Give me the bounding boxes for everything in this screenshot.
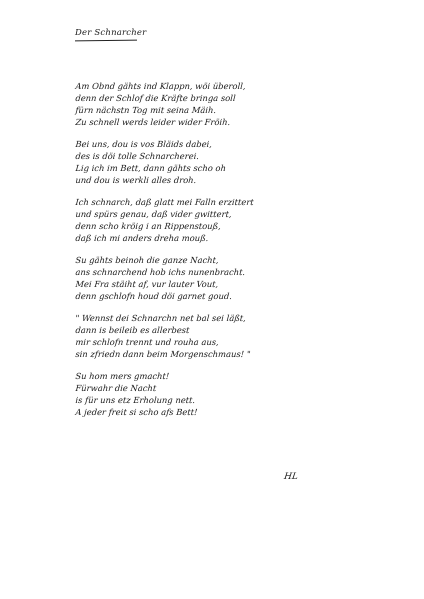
poem-line: daß ich mi anders dreha mouß. [75,233,209,243]
poem-line: dann is beileib es allerbest [75,325,190,335]
poem-line: und spürs genau, daß vider gwittert, [75,209,232,219]
poem-line: Fürwahr die Nacht [75,383,157,393]
poem-line: A jeder freit si scho afs Bett! [75,407,198,417]
poem-line: is für uns etz Erholung nett. [75,395,196,405]
poem-title: Der Schnarcher [75,28,147,38]
poem-line: und dou is werkli alles droh. [75,175,197,185]
poem-line: Su gähts beinoh die ganze Nacht, [75,255,220,265]
author-initials: HL [283,472,299,482]
poem-line: denn scho kröig i an Rippenstouß, [75,221,222,231]
poem-line: sin zfriedn dann beim Morgenschmaus! " [75,349,252,359]
poem-line: ans schnarchend hob ichs nunenbracht. [75,267,246,277]
poem-line: Bei uns, dou is vos Bläids dabei, [75,139,213,149]
stanza-4 [75,254,325,302]
stanza-5 [75,312,325,360]
poem-line: Lig ich im Bett, dann gähts scho oh [75,163,227,173]
poem-line: Zu schnell werds leider wider Fröih. [75,117,231,127]
poem-line: denn der Schlof die Kräfte bringa soll [75,93,236,103]
poem-line: Su hom mers gmacht! [75,371,170,381]
poem-line: denn gschlofn houd döi garnet goud. [75,291,233,301]
stanza-1 [75,80,325,128]
title-underline [75,40,137,42]
poem-line: Mei Fra stäiht af, vur lauter Vout, [75,279,219,289]
stanza-6 [75,370,325,418]
stanza-3 [75,196,325,244]
poem-line: Ich schnarch, daß glatt mei Falln erzittert [75,197,255,207]
poem-line: fürn nächstn Tog mit seina Mäih. [75,105,217,115]
poem-line: Am Obnd gähts ind Klappn, wöi überoll, [75,81,246,91]
poem-body [75,80,325,428]
poem-line: des is döi tolle Schnarcherei. [75,151,200,161]
poem-line: " Wennst dei Schnarchn net bal sei läßt, [75,313,247,323]
stanza-2 [75,138,325,186]
poem-line: mir schlofn trennt und rouha aus, [75,337,220,347]
